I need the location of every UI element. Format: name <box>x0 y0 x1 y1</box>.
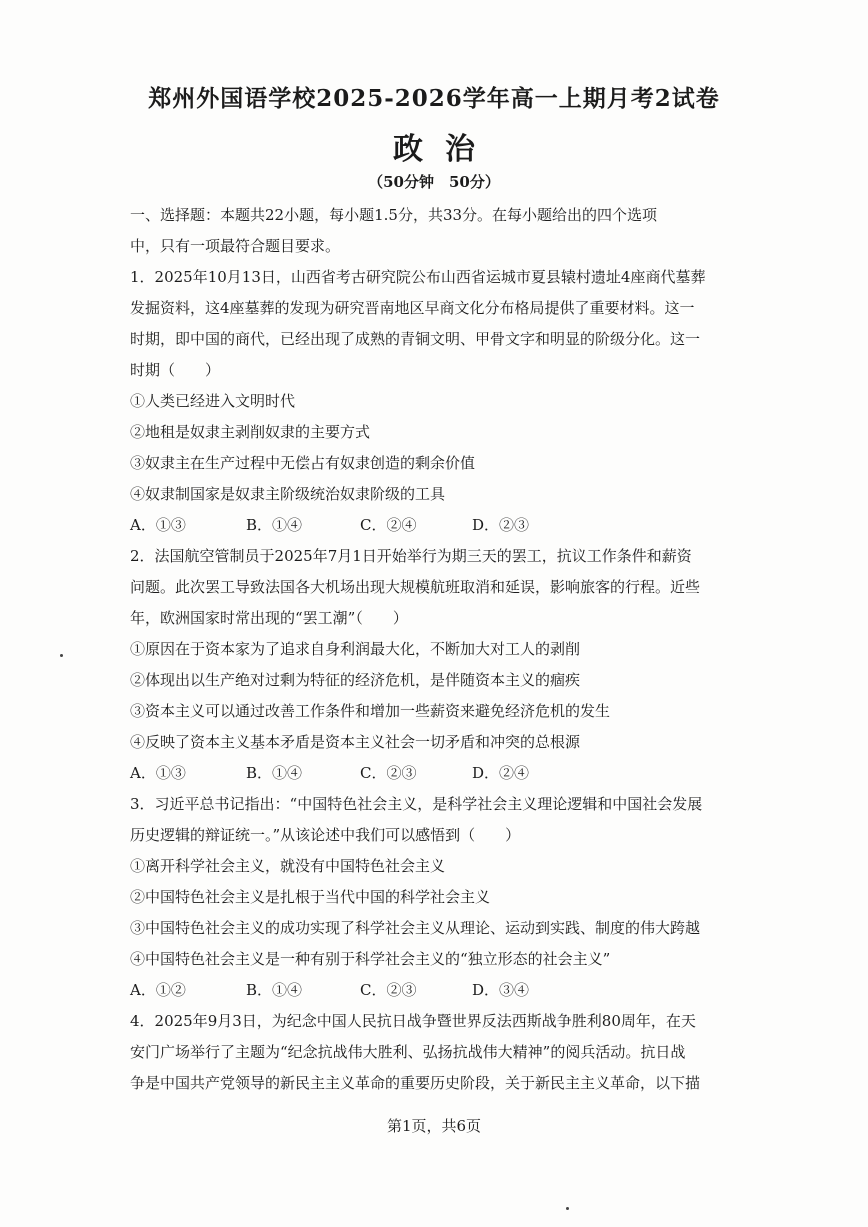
question-stem-line: 4．2025年9月3日，为纪念中国人民抗日战争暨世界反法西斯战争胜利80周年，在天 <box>130 1012 696 1030</box>
statement: ①原因在于资本家为了追求自身利润最大化，不断加大对工人的剥削 <box>130 640 581 658</box>
question-stem-line: 历史逻辑的辩证统一。”从该论述中我们可以感悟到（ ） <box>130 826 521 844</box>
option-c: C．②④ <box>360 516 417 534</box>
statement: ③资本主义可以通过改善工作条件和增加一些薪资来避免经济危机的发生 <box>130 702 611 720</box>
exam-content <box>130 200 730 1099</box>
question-4 <box>130 1006 730 1099</box>
option-a: A．①② <box>130 981 186 999</box>
answer-options <box>130 510 730 541</box>
statement: ②体现出以生产绝对过剩为特征的经济危机，是伴随资本主义的痼疾 <box>130 671 581 689</box>
statement: ②中国特色社会主义是扎根于当代中国的科学社会主义 <box>130 888 491 906</box>
question-stem-line: 时期，即中国的商代，已经出现了成熟的青铜文明、甲骨文字和明显的阶级分化。这一 <box>130 330 701 348</box>
exam-time-score: （50分钟 50分） <box>368 173 500 191</box>
option-b: B．①④ <box>246 764 303 782</box>
option-d: D．②④ <box>472 764 530 782</box>
option-c: C．②③ <box>360 981 417 999</box>
statement: ③中国特色社会主义的成功实现了科学社会主义从理论、运动到实践、制度的伟大跨越 <box>130 919 701 937</box>
question-3 <box>130 789 730 1006</box>
question-stem-line: 争是中国共产党领导的新民主主义革命的重要历史阶段，关于新民主主义革命，以下描 <box>130 1074 701 1092</box>
question-stem-line: 安门广场举行了主题为“纪念抗战伟大胜利、弘扬抗战伟大精神”的阅兵活动。抗日战 <box>130 1043 686 1061</box>
scan-speck <box>60 654 63 657</box>
statement: ④奴隶制国家是奴隶主阶级统治奴隶阶级的工具 <box>130 485 446 503</box>
statement: ①人类已经进入文明时代 <box>130 392 296 410</box>
question-2 <box>130 541 730 789</box>
answer-options <box>130 975 730 1006</box>
question-stem-line: 1．2025年10月13日，山西省考古研究院公布山西省运城市夏县辕村遗址4座商代墓葬 <box>130 268 706 286</box>
exam-title: 郑州外国语学校2025-2026学年高一上期月考2试卷 <box>148 85 720 112</box>
option-a: A．①③ <box>130 764 186 782</box>
option-d: D．②③ <box>472 516 530 534</box>
question-stem-line: 问题。此次罢工导致法国各大机场出现大规模航班取消和延误，影响旅客的行程。近些 <box>130 578 701 596</box>
statement: ③奴隶主在生产过程中无偿占有奴隶创造的剩余价值 <box>130 454 476 472</box>
question-stem-line: 3．习近平总书记指出：“中国特色社会主义，是科学社会主义理论逻辑和中国社会发展 <box>130 795 703 813</box>
question-stem-line: 时期（ ） <box>130 361 221 379</box>
answer-options <box>130 758 730 789</box>
option-a: A．①③ <box>130 516 186 534</box>
statement: ④反映了资本主义基本矛盾是资本主义社会一切矛盾和冲突的总根源 <box>130 733 581 751</box>
statement: ②地租是奴隶主剥削奴隶的主要方式 <box>130 423 371 441</box>
option-b: B．①④ <box>246 516 303 534</box>
question-1 <box>130 262 730 541</box>
question-stem-line: 年，欧洲国家时常出现的“罢工潮”（ ） <box>130 609 408 627</box>
option-b: B．①④ <box>246 981 303 999</box>
page-number: 第1页，共6页 <box>386 1117 482 1135</box>
question-stem-line: 2．法国航空管制员于2025年7月1日开始举行为期三天的罢工，抗议工作条件和薪资 <box>130 547 692 565</box>
scan-speck <box>566 1207 569 1210</box>
option-d: D．③④ <box>472 981 530 999</box>
question-stem-line: 发掘资料，这4座墓葬的发现为研究晋南地区早商文化分布格局提供了重要材料。这一 <box>130 299 695 317</box>
statement: ④中国特色社会主义是一种有别于科学社会主义的“独立形态的社会主义” <box>130 950 611 968</box>
exam-subject: 政治 <box>393 132 497 167</box>
option-c: C．②③ <box>360 764 417 782</box>
section-instruction-line-1: 一、选择题：本题共22小题，每小题1.5分，共33分。在每小题给出的四个选项 <box>130 206 658 224</box>
section-instruction-line-2: 中，只有一项最符合题目要求。 <box>130 237 341 255</box>
statement: ①离开科学社会主义，就没有中国特色社会主义 <box>130 857 446 875</box>
